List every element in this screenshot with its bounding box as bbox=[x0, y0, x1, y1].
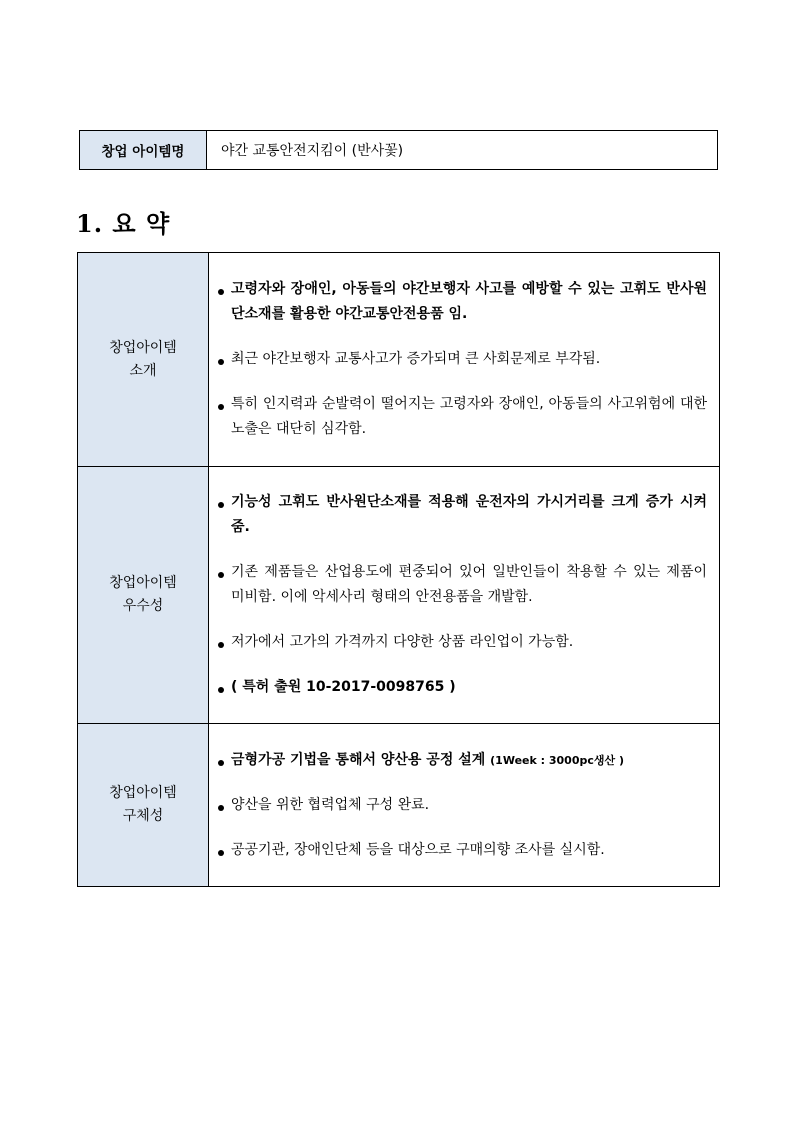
production-note: (1Week : 3000pc생산 ) bbox=[490, 753, 624, 767]
item-name-value: 야간 교통안전지킴이 (반사꽃) bbox=[207, 131, 718, 170]
row-excellence bbox=[78, 467, 720, 724]
row-introduction bbox=[78, 253, 720, 467]
list-item: 고령자와 장애인, 아동들의 야간보행자 사고를 예방할 수 있는 고휘도 반사원단소재를 활용한 야간교통안전용품 임. bbox=[217, 277, 707, 327]
row-label-line1: 창업아이템 bbox=[109, 339, 177, 356]
item-name-table bbox=[79, 130, 718, 170]
bullet-list bbox=[217, 748, 707, 863]
row-content bbox=[209, 467, 720, 724]
row-label-line2: 소개 bbox=[129, 362, 157, 379]
item-name-label: 창업 아이템명 bbox=[80, 131, 207, 170]
row-label bbox=[78, 724, 209, 887]
row-content bbox=[209, 724, 720, 887]
row-label bbox=[78, 253, 209, 467]
list-item: 최근 야간보행자 교통사고가 증가되며 큰 사회문제로 부각됨. bbox=[217, 347, 707, 372]
summary-table bbox=[77, 252, 720, 887]
row-label-line1: 창업아이템 bbox=[109, 785, 177, 801]
list-item: 저가에서 고가의 가격까지 다양한 상품 라인업이 가능함. bbox=[217, 630, 707, 655]
list-item-text: 금형가공 기법을 통해서 양산용 공정 설계 bbox=[231, 751, 486, 768]
bullet-list bbox=[217, 277, 707, 442]
row-label-line1: 창업아이템 bbox=[109, 575, 177, 591]
row-label-line2: 구체성 bbox=[122, 808, 164, 824]
row-content bbox=[209, 253, 720, 467]
row-label-line2: 우수성 bbox=[122, 598, 164, 614]
row-label bbox=[78, 467, 209, 724]
bullet-list bbox=[217, 490, 707, 700]
section-title: 1. 요 약 bbox=[76, 209, 171, 238]
list-item: 양산을 위한 협력업체 구성 완료. bbox=[217, 793, 707, 818]
row-specificity bbox=[78, 724, 720, 887]
list-item: 공공기관, 장애인단체 등을 대상으로 구매의향 조사를 실시함. bbox=[217, 838, 707, 863]
list-item: 기능성 고휘도 반사원단소재를 적용해 운전자의 가시거리를 크게 증가 시켜줌. bbox=[217, 490, 707, 540]
list-item: 특히 인지력과 순발력이 떨어지는 고령자와 장애인, 아동들의 사고위험에 대한 노출은 대단히 심각함. bbox=[217, 392, 707, 442]
list-item: ( 특허 출원 10-2017-0098765 ) bbox=[217, 675, 707, 700]
list-item bbox=[217, 748, 707, 773]
list-item: 기존 제품들은 산업용도에 편중되어 있어 일반인들이 착용할 수 있는 제품이 미비함. 이에 악세사리 형태의 안전용품을 개발함. bbox=[217, 560, 707, 610]
